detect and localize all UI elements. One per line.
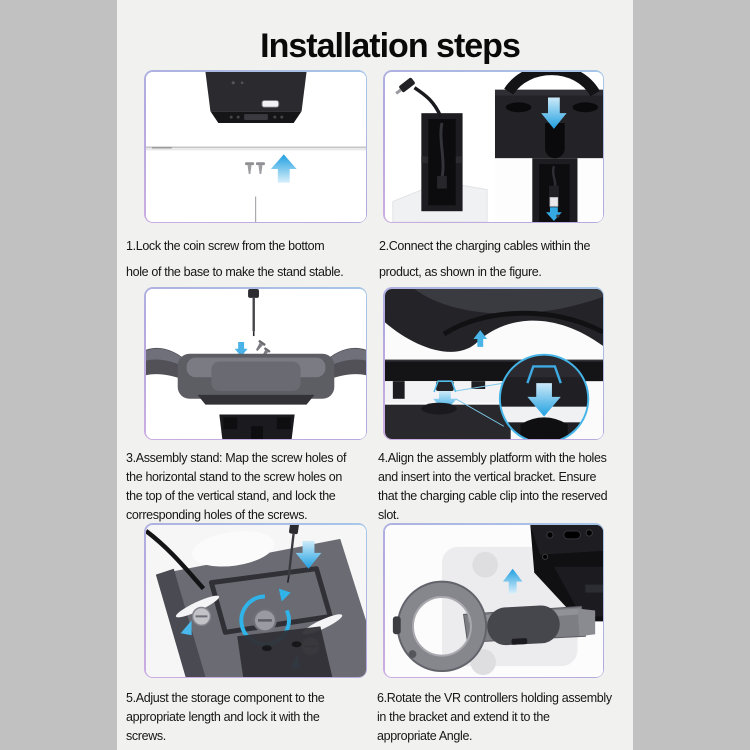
caption-line: screws. [126, 729, 166, 743]
step-3-caption [126, 449, 346, 525]
caption-line: that the charging cable clip into the reserved [378, 489, 608, 503]
step-5-caption [126, 689, 324, 746]
caption-line: 2.Connect the charging cables within the [379, 239, 591, 253]
stand-base-device [205, 72, 306, 123]
platform-alignment-illustration [385, 289, 603, 439]
caption-line: 3.Assembly stand: Map the screw holes of [126, 451, 347, 465]
storage-adjustment-illustration [146, 525, 366, 677]
page-title: Installation steps [260, 26, 520, 65]
caption-line: the top of the vertical stand, and lock the [126, 489, 336, 503]
step-3-image-frame [146, 289, 366, 439]
caption-line: corresponding holes of the screws. [126, 508, 308, 522]
step-5-panel [144, 523, 367, 678]
horizontal-stand-illustration [146, 289, 366, 439]
step-2-panel [383, 70, 604, 223]
caption-line: slot. [378, 508, 400, 522]
plate-hole-top [472, 551, 498, 577]
step-4-panel [383, 287, 604, 440]
caption-line: 5.Adjust the storage component to the [126, 691, 325, 705]
step-2-image-frame [385, 72, 603, 222]
controller-holder-illustration [385, 525, 603, 677]
right-gutter [633, 0, 750, 750]
base-seam-line [255, 196, 256, 221]
caption-line: 1.Lock the coin screw from the bottom [126, 239, 325, 253]
step-6-caption [377, 689, 612, 746]
step-2-caption [379, 233, 590, 285]
stand-base-illustration [146, 72, 366, 222]
step-6-panel [383, 523, 604, 678]
caption-line: appropriate length and lock it with the [126, 710, 320, 724]
cable-clip-area [385, 381, 511, 439]
step-1-caption [126, 233, 343, 285]
vertical-stand-top [219, 414, 294, 439]
caption-line: in the bracket and extend it to the [377, 710, 550, 724]
step-3-panel [144, 287, 367, 440]
step-4-caption [378, 449, 607, 525]
step-6-image-frame [385, 525, 603, 677]
caption-line: 4.Align the assembly platform with the holes [378, 451, 607, 465]
left-gutter [0, 0, 117, 750]
charging-cable-illustration [385, 72, 603, 222]
caption-line: and insert into the vertical bracket. Ensure [378, 470, 597, 484]
step-1-image-frame [146, 72, 366, 222]
caption-line: 6.Rotate the VR controllers holding assembly [377, 691, 612, 705]
caption-line: the horizontal stand to the screw holes on [126, 470, 342, 484]
stand-cavity-closeup [494, 158, 602, 222]
step-4-image-frame [385, 289, 603, 439]
caption-line: appropriate Angle. [377, 729, 473, 743]
caption-line: hole of the base to make the stand stable. [126, 265, 344, 279]
caption-line: product, as shown in the figure. [379, 265, 542, 279]
step-1-panel [144, 70, 367, 223]
table-edge-line [146, 146, 366, 150]
step-5-image-frame [146, 525, 366, 677]
